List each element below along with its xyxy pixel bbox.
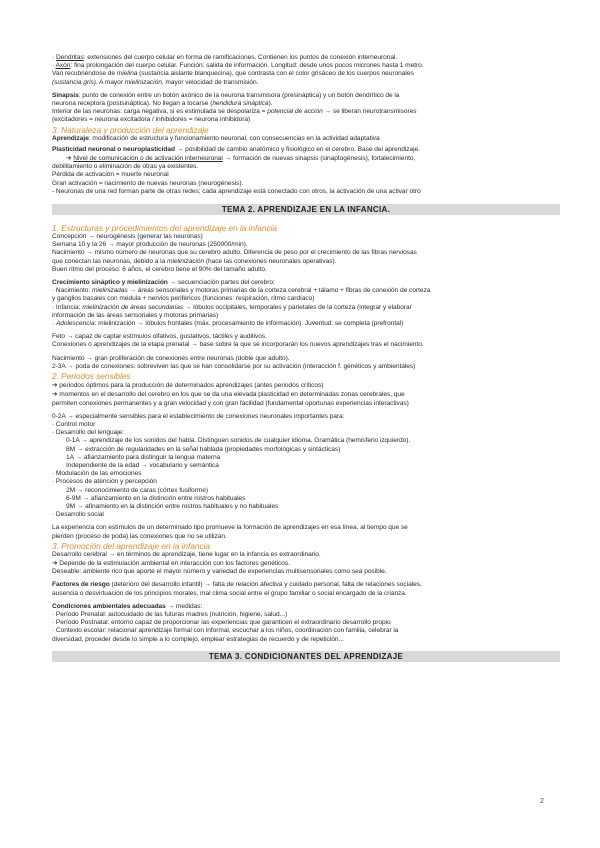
axon-line2-a: Van recubriéndose de: [52, 70, 117, 78]
nivel-text: → formación de nuevas sinapsis (sinaptogénesis), fortalecimiento,: [222, 155, 416, 163]
condiciones-text: → medidas:: [165, 602, 203, 610]
plasticidad-line: [52, 146, 560, 154]
adol-i: Adolescencia: [55, 320, 95, 328]
arrow-bullet-icon: ➔: [66, 154, 72, 163]
informacion-line: información de las áreas sensoriales y motoras primarias): [52, 311, 219, 319]
perdida-line: Pérdida de activación = muerte neuronal: [52, 171, 169, 179]
arrow-bullet-icon: ➔: [52, 558, 58, 567]
neuronas-red-line: - Neuronas de una red forman parte de otras redes; cada aprendizaje está conectado con otros, la activación de una activar otro: [52, 187, 421, 195]
adol-b: : mielinización → lóbulos frontales (máx. procesamiento de información). Juventud: se completa (prefrontal): [94, 320, 404, 328]
infancia-line: [52, 304, 560, 312]
plasticidad-text: → posibilidad de cambio anatómico y fisiológico en el cerebro. Base del aprendizaje.: [175, 145, 420, 153]
experiencia-line: La experiencia con estímulos de un determinado tipo promueve la formación de aprendizajes en esa línea, al tiempo que se: [52, 524, 408, 532]
dendritas-text: : extensiones del cuerpo celular en forma de ramificaciones. Contienen los puntos de conexión interneuronal.: [83, 54, 398, 61]
section-heading-promocion: 3. Promoción del aprendizaje en la infancia: [52, 540, 211, 551]
nac-b: → áreas sensoriales y motoras primarias de la corteza cerebral + tálamo + fibras de conexión de corteza: [127, 287, 431, 295]
inf-i: mielinización de áreas secundarias: [82, 303, 184, 311]
deseable-line: Deseable: ambiente rico que aporte el mayor número y variedad de experiencias multisensoriales como sea posible.: [52, 568, 387, 576]
concepcion-line: Concepción → neurogénesis (generar las neuronas): [52, 233, 203, 241]
conexiones-line: Conexiones o aprendizajes de la etapa prenatal → base sobre la que se incorporarán los nuevos aprendizajes tras el nacimiento.: [52, 341, 424, 349]
postnatal-line: · Período Postnatal: entorno capaz de proporcionar las experiencias que garanticen el extraordinario desarrollo propio: [52, 619, 391, 627]
factores-line: [52, 581, 560, 589]
tema-3-heading: TEMA 3. CONDICIONANTES DEL APRENDIZAJE: [52, 651, 560, 662]
semana-line: Semana 10 y la 26 → mayor producción de neuronas (250000/min).: [52, 241, 248, 249]
hendidura-term: hendidura sináptica: [212, 100, 269, 108]
adol-a: ·: [52, 320, 56, 328]
feto-line: Feto → capaz de captar estímulos olfativos, gustativos, táctiles y auditivos.: [52, 333, 267, 341]
nacimiento-mielinizadas-line: [52, 287, 560, 295]
control-motor: · Control motor: [52, 420, 96, 428]
conectan-a: que conectan las neuronas, debido a la: [52, 257, 167, 265]
mielina-term: mielina: [116, 70, 138, 78]
lenguaje-item-2: 8M → extracción de regularidades en la señal hablada (propiedades morfológicas y sintácticas): [66, 445, 341, 453]
interior-b: → se liberan neurotransmisores: [322, 108, 417, 116]
lenguaje-item-4: Independiente de la edad → vocabulario y semántica: [66, 461, 219, 469]
axon-line2-b: (sustancia aislante blanquecina), que contrasta con el color grisáceo de los cuerpos neuronales: [137, 70, 414, 78]
aprendizaje-term: Aprendizaje: [52, 134, 89, 142]
procesos-item-2: 6-9M → afianzamiento en la distinción entre rostros habituales: [66, 494, 246, 502]
interior-line: [52, 108, 560, 116]
nivel-term: Nivel de comunicación o de activación interneuronal: [73, 155, 223, 163]
ganglios-line: y ganglios basales con médula + nervios periféricos (funciones: respiración, ritmo cardíaco): [52, 295, 315, 303]
sensibles-intro: 0-2A → especialmente sensibles para el establecimiento de conexiones neuronales importantes para:: [52, 412, 345, 420]
crecimiento-line: [52, 279, 560, 287]
escolar-line: · Contexto escolar: relacionar aprendizaje formal con informal, escuchar a los niños, coordinación con familia, celebrar la: [52, 627, 399, 635]
condiciones-line: [52, 603, 560, 611]
interior-a: Interior de las neuronas: carga negativa, si es estimulada se despolariza =: [52, 108, 268, 116]
page-content: [52, 54, 560, 662]
ausencia-line: ausencia o desvirtuación de los principios morales, mal clima social entre el grupo familiar o social encargado de la crianza.: [52, 589, 407, 597]
aprendizaje-text: : modificación de estructura y funcionamiento neuronal, con consecuencias en la actividad adaptativa: [88, 134, 380, 142]
prenatal-line: · Período Prenatal: autocuidado de las futuras madres (nutrición, higiene, salud...): [52, 610, 288, 618]
inf-b: → lóbulos occipitales, temporales y parietales de la corteza (integrar y elaborar: [183, 303, 412, 311]
nacimiento-line: Nacimiento → mismo número de neuronas que su cerebro adulto. Diferencia de peso por el crecimiento de las fibras nerviosas: [52, 249, 417, 257]
periodos-text-2: momentos en el desarrollo del cerebro en los que se da una elevada plasticidad en determinadas zonas cerebrales, que: [59, 391, 405, 399]
axon-line3-b: , mayor velocidad de transmisión.: [161, 78, 259, 86]
depende-line: [52, 559, 560, 568]
periodos-line-3: permiten conexiones permanentes y a gran velocidad y con gran facilidad (fundamental oportunas experiencias interactivas): [52, 399, 409, 407]
axon-line3-a: . A mayor: [95, 78, 125, 86]
plasticidad-term: Plasticidad neuronal o neuroplasticidad: [52, 145, 175, 153]
poda-line: 2-3A → poda de conexiones: sobreviven las que se han consolidarse por su activación (interacción f. genéticos y ambientales): [52, 362, 416, 370]
nivel-line: [52, 154, 560, 163]
sinapsis-term: Sinapsis: [52, 91, 79, 99]
adolescencia-line: [52, 320, 560, 328]
dendritas-term: Dendritas: [55, 54, 84, 61]
condiciones-term: Condiciones ambientales adecuadas: [52, 602, 166, 610]
procesos-atencion: · Procesos de atención y percepción: [52, 478, 157, 486]
buen-ritmo-line: Buen ritmo del proceso: 6 años, el cerebro tiene el 90% del tamaño adulto.: [52, 265, 267, 273]
lenguaje-item-3: 1A → afianzamiento para distinguir la lengua materna: [66, 453, 221, 461]
lenguaje-item-1: 0-1A → aprendizaje de los sonidos del habla. Distinguen sonidos de cualquier idioma. Gramática (hemisferio izquierdo).: [66, 437, 411, 445]
periodos-text-1: periodos óptimos para la producción de determinados aprendizajes (antes periodos críticos): [59, 382, 324, 390]
depende-text: Depende de la estimulación ambiental en interacción con los factores genéticos.: [59, 559, 290, 567]
modulacion-emociones: · Modulación de las emociones: [52, 470, 142, 478]
conectan-line: [52, 258, 560, 266]
crecimiento-term: Crecimiento sináptico y mielinización: [52, 279, 168, 287]
sinapsis-line2-a: neurona receptora (postsináptica). No llegan a tocarse (: [52, 100, 213, 108]
diversidad-line: diversidad, proceder desde lo simple a lo complejo, emplear estrategias de recuerdo y de repetición...: [52, 635, 344, 643]
arrow-bullet-icon: ➔: [52, 381, 58, 390]
section-heading-estructuras: 1. Estructuras y procedimientos del aprendizaje en la infancia: [52, 223, 278, 234]
nac-i: mielinizadas: [91, 287, 128, 295]
desarrollo-cerebral-line: Desarrollo cerebral → en términos de aprendizaje, tiene lugar en la infancia es extraordinario.: [52, 550, 321, 558]
page-number: 2: [540, 798, 544, 805]
axon-term: Axón: [55, 62, 71, 70]
nac-a: · Nacimiento:: [52, 287, 92, 295]
sinapsis-line2-b: ).: [268, 100, 273, 108]
factores-text: (deterioro del desarrollo infantil) → falta de relación afectiva y cuidado personal, falta de relaciones sociales,: [109, 581, 422, 589]
pierden-line: pierden (proceso de poda) las conexiones que no se utilizan.: [52, 532, 227, 540]
axon-line-2: [52, 70, 560, 78]
section-heading-periodos: 2. Periodos sensibles: [52, 371, 131, 382]
crecimiento-text: → secuenciación partes del cerebro:: [167, 279, 275, 287]
factores-term: Factores de riesgo: [52, 581, 110, 589]
sinapsis-line: [52, 92, 560, 100]
arrow-bullet-icon: ➔: [52, 390, 58, 399]
mielinizacion-term-2: mielinización: [167, 257, 205, 265]
debilitamiento-line: debilitamiento o eliminación de otras ya existentes.: [52, 163, 199, 171]
mielinizacion-term: mielinización: [124, 78, 162, 86]
desarrollo-social: · Desarrollo social: [52, 511, 104, 519]
aprendizaje-line: [52, 135, 560, 143]
periodos-bullet-2: [52, 390, 560, 399]
procesos-item-3: 9M → afinamiento en la distinción entre rostros habituales y no habituales: [66, 502, 279, 510]
periodos-bullet-1: [52, 381, 560, 390]
excitadores-line: (excitadores = neurona excitadora / inhibidores = neurona inhibidora): [52, 116, 251, 124]
procesos-item-1: 2M → reconocimiento de caras (córtex fusiforme): [66, 486, 209, 494]
sustancia-gris: (sustancia gris): [52, 78, 96, 86]
axon-text: : fina prolongación del cuerpo celular. Función: salida de información. Longitud: desde unos pocos micrones hasta 1 metro.: [70, 62, 424, 70]
section-heading-naturaleza: 3. Naturaleza y producción del aprendizaje: [52, 124, 209, 135]
axon-line: · Axón: fina prolongación del cuerpo celular. Función: salida de información. Longitud: desde unos pocos micrones hasta 1 metro.: [52, 62, 424, 70]
inf-a: · Infancia:: [52, 303, 83, 311]
axon-line-3: [52, 79, 560, 87]
sinapsis-line-2: [52, 100, 560, 108]
dendritas-line: · Dendritas: extensiones del cuerpo celular en forma de ramificaciones. Contienen los puntos de conexión interneuronal.: [52, 54, 398, 61]
gran-line: Gran activación = nacimiento de nuevas neuronas (neurogénesis).: [52, 179, 244, 187]
desarrollo-lenguaje: · Desarrollo del lenguaje:: [52, 429, 125, 437]
sinapsis-text: : punto de conexión entre un botón axónico de la neurona transmisora (presináptica) y un botón dendrítico de la: [78, 91, 400, 99]
potencial-term: potencial de acción: [267, 108, 323, 116]
nacimiento-proliferacion-line: Nacimiento → gran proliferación de conexiones entre neuronas (doble que adulto).: [52, 354, 290, 362]
conectan-b: (hace las conexiones neuronales operativas).: [204, 257, 337, 265]
tema-2-heading: TEMA 2. APRENDIZAJE EN LA INFANCIA.: [52, 204, 560, 215]
